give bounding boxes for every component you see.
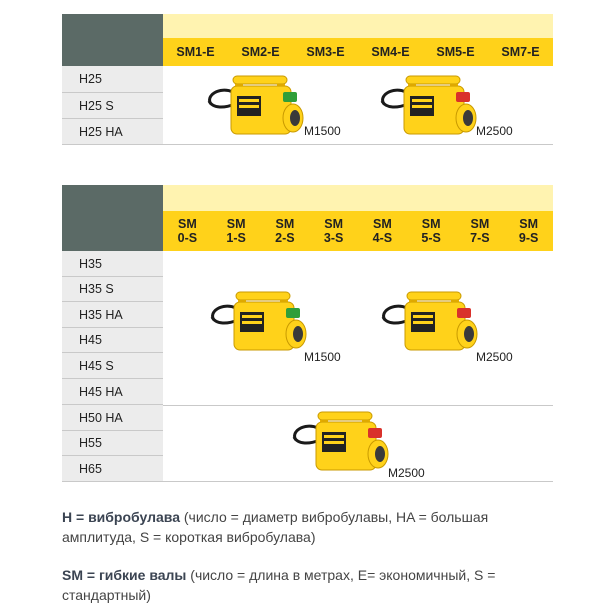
legend-sm-term: SM = гибкие валы [62,567,187,583]
shaft-header-row [163,38,553,66]
shaft-header-cell: SM2-E [241,45,280,59]
shaft-header-row [163,211,553,251]
table-corner [62,14,163,66]
poker-row-label: H35 [62,251,163,277]
shaft-header-cell: SM1-E [176,45,215,59]
motor-label: M2500 [476,124,513,138]
legend-sm-text: (число = длина в метрах, E= экономичный, S = стандартный) [62,567,496,603]
poker-row-label: H25 HA [62,119,163,145]
poker-row-label: H50 HA [62,405,163,431]
shaft-header-cell: SM5-E [436,45,475,59]
legend-sm [62,565,556,605]
shaft-header-cell: SM7-E [501,45,540,59]
motor-m2500-image [378,74,483,144]
poker-row-label: H25 S [62,93,163,119]
shaft-header-cell: SM 4-S [372,217,393,245]
poker-row-label: H35 HA [62,302,163,328]
motor-m2500-image [379,290,484,360]
poker-row-label: H25 [62,66,163,93]
shaft-header-cell: SM3-E [306,45,345,59]
legend-h-text: (число = диаметр вибробулавы, HA = большая амплитуда, S = короткая вибробулава) [62,509,489,545]
row-divider [163,144,553,145]
legend-h-term: H = вибробулава [62,509,180,525]
motor-label: M1500 [304,350,341,364]
poker-row-label: H55 [62,431,163,456]
shaft-header-cell: SM 0-S [177,217,198,245]
poker-row-label: H65 [62,456,163,482]
shaft-header-cell: SM 1-S [226,217,246,245]
table-corner [62,185,163,251]
motor-m2500-image [290,410,395,480]
shaft-header-cell: SM 7-S [470,217,490,245]
poker-row-label: H35 S [62,277,163,302]
header-band [163,14,553,38]
shaft-header-cell: SM4-E [371,45,410,59]
poker-row-label: H45 HA [62,379,163,405]
motor-m1500-image [208,290,313,360]
shaft-header-cell: SM 5-S [421,217,441,245]
shaft-header-cell: SM 9-S [518,217,539,245]
shaft-header-cell: SM 2-S [275,217,295,245]
header-band [163,185,553,211]
shaft-header-cell: SM 3-S [323,217,344,245]
poker-row-label: H45 [62,328,163,353]
motor-label: M2500 [476,350,513,364]
motor-m1500-image [205,74,310,144]
poker-row-label: H45 S [62,353,163,379]
legend-h [62,507,556,547]
motor-label: M1500 [304,124,341,138]
row-divider [163,481,553,482]
row-divider [163,405,553,406]
motor-label: M2500 [388,466,425,480]
